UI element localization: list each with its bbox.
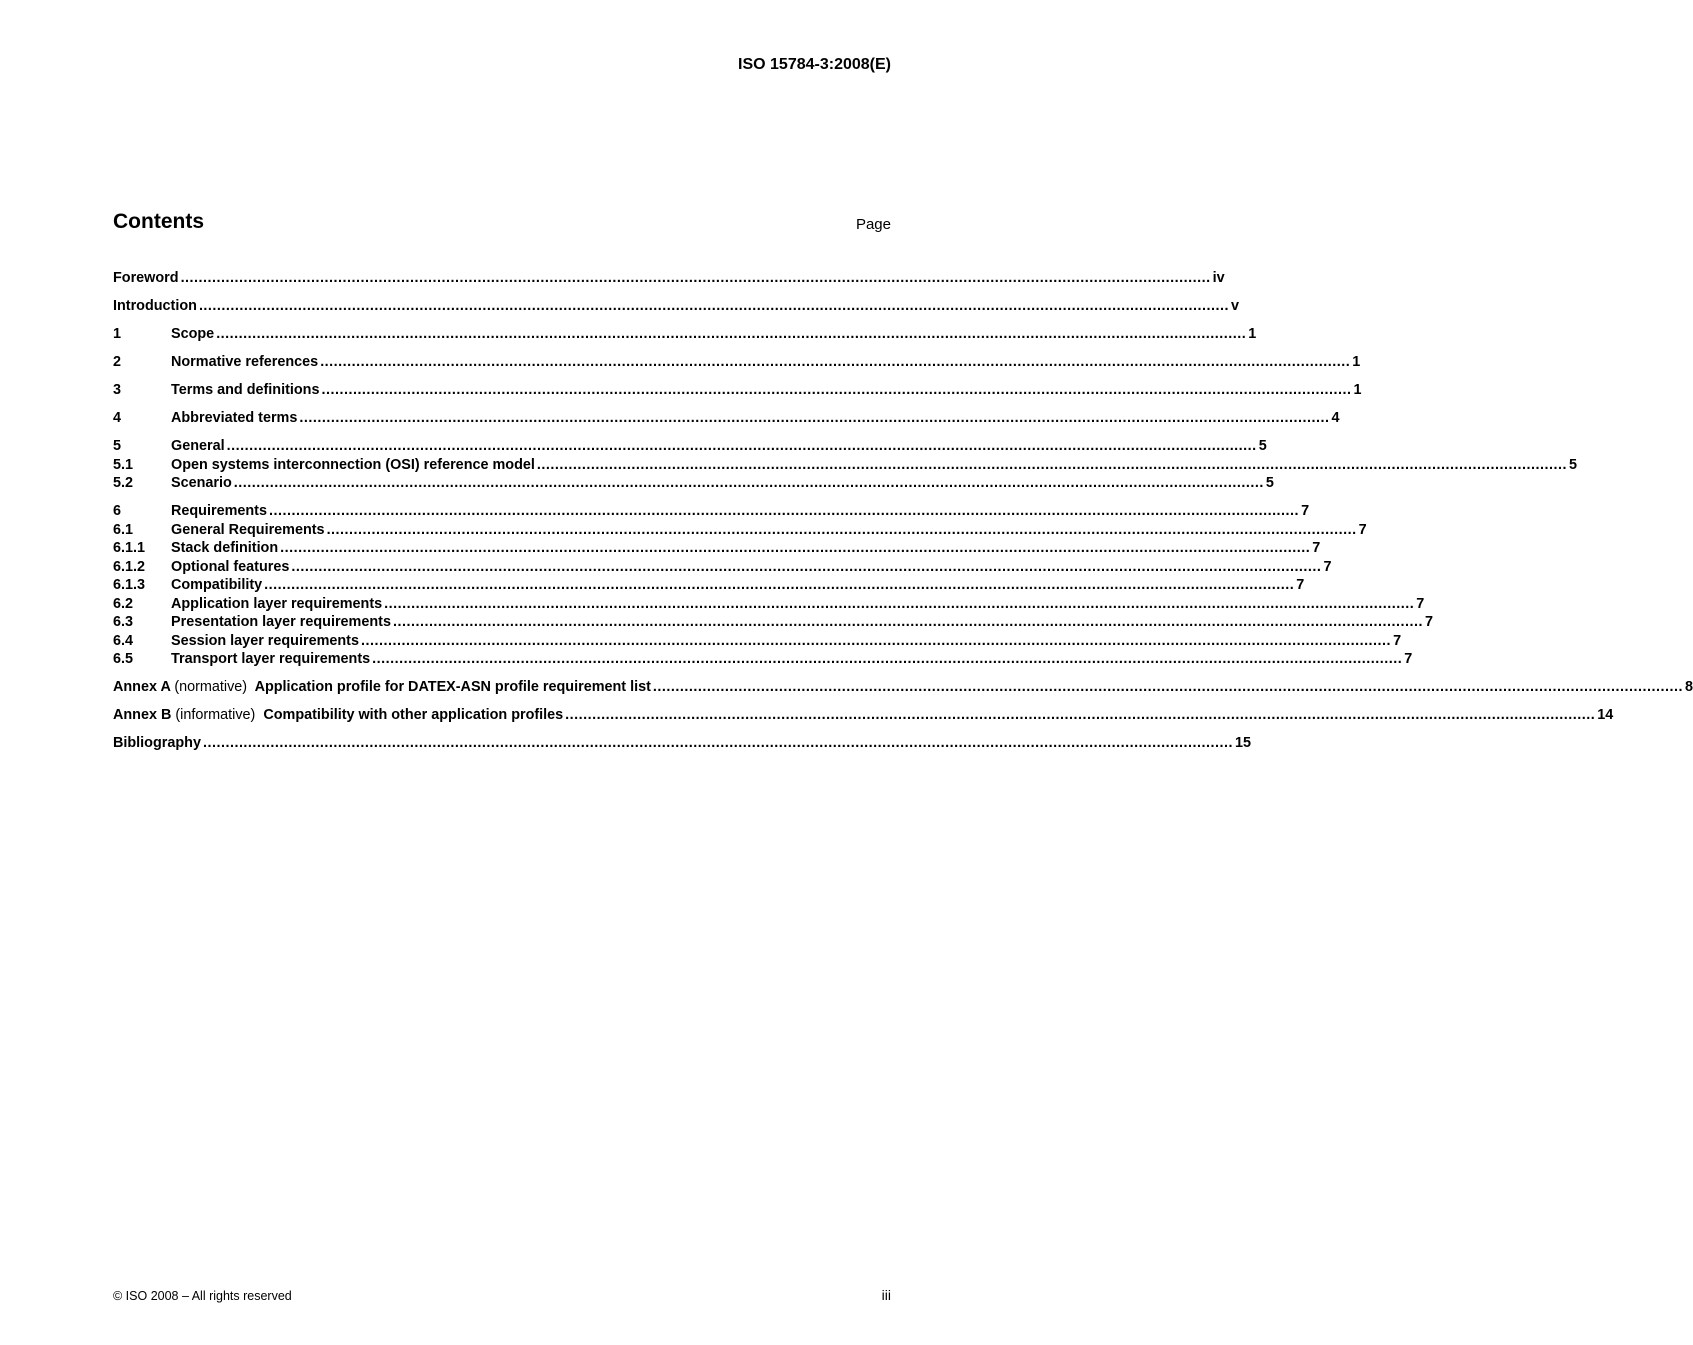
leader-dots: .....................................................................................................................................................................................................................................	[233, 475, 1264, 491]
toc-entry-number: 6.1.1	[113, 540, 146, 556]
toc-entry-page: 8	[1684, 679, 1693, 695]
toc-entry-page: 7	[1323, 558, 1332, 575]
leader-dots: .....................................................................................................................................................................................................................................	[202, 735, 1234, 751]
toc-entry-title: Bibliography	[113, 735, 201, 751]
leader-dots: .....................................................................................................................................................................................................................................	[180, 270, 1211, 286]
toc-entry-page: 7	[1296, 577, 1305, 593]
toc-entry[interactable]	[113, 632, 1402, 651]
toc-entry-title	[113, 706, 563, 725]
toc-entry-number: 4	[113, 410, 122, 426]
toc-entry-introduction[interactable]	[113, 297, 1240, 316]
toc-entry[interactable]	[113, 595, 1425, 614]
leader-dots: .....................................................................................................................................................................................................................................	[372, 651, 1403, 667]
footer-copyright: © ISO 2008 – All rights reserved	[113, 1289, 292, 1303]
leader-dots: .....................................................................................................................................................................................................................................	[392, 614, 1424, 630]
toc-entry-title: General	[171, 438, 225, 454]
toc-entry-title: Compatibility	[171, 577, 263, 593]
toc-entry-title: Open systems interconnection (OSI) reference model	[171, 456, 535, 473]
toc-entry[interactable]	[113, 558, 1332, 577]
annex-type: (normative)	[174, 679, 248, 695]
toc-entry-title: Application layer requirements	[171, 595, 383, 612]
toc-entry[interactable]	[113, 539, 1321, 558]
leader-dots: .....................................................................................................................................................................................................................................	[360, 632, 1392, 649]
annex-title: Compatibility with other application profiles	[263, 707, 564, 723]
toc-entry-annex-b[interactable]	[113, 706, 1614, 725]
toc-entry-title: Terms and definitions	[171, 382, 320, 398]
toc-entry-page: 7	[1393, 632, 1402, 649]
footer-page-number: iii	[881, 1287, 891, 1303]
toc-entry-title: Scenario	[171, 475, 232, 491]
toc-entry[interactable]	[113, 353, 1361, 372]
toc-entry-title: Stack definition	[171, 540, 279, 556]
toc-entry-title: Introduction	[113, 298, 197, 314]
toc-entry-page: 7	[1301, 503, 1310, 519]
leader-dots: .....................................................................................................................................................................................................................................	[565, 707, 1596, 723]
leader-dots: .....................................................................................................................................................................................................................................	[299, 410, 1330, 426]
toc-entry-number: 1	[113, 326, 122, 342]
leader-dots: .....................................................................................................................................................................................................................................	[280, 540, 1311, 556]
toc-entry-title: General Requirements	[171, 521, 325, 538]
toc-entry-number: 6.1.2	[113, 558, 146, 575]
document-id: ISO 15784-3:2008(E)	[738, 56, 891, 73]
leader-dots: .....................................................................................................................................................................................................................................	[652, 679, 1683, 695]
leader-dots: .....................................................................................................................................................................................................................................	[321, 382, 1352, 398]
toc-entry[interactable]	[113, 437, 1267, 456]
annex-label: Annex B	[113, 707, 172, 723]
toc-entry-number: 6	[113, 503, 122, 519]
toc-entry-number: 6.3	[113, 614, 134, 630]
toc-entry[interactable]	[113, 521, 1367, 540]
toc-entry-title: Presentation layer requirements	[171, 614, 391, 630]
toc-entry-page: 7	[1404, 651, 1413, 667]
toc-entry-page: 15	[1235, 735, 1252, 751]
toc-entry-number: 6.2	[113, 595, 134, 612]
toc-entry-page: 5	[1568, 456, 1577, 473]
annex-title: Application profile for DATEX-ASN profile requirement list	[254, 679, 651, 695]
toc-entry-page: 1	[1352, 354, 1361, 370]
toc-entry[interactable]	[113, 650, 1413, 669]
toc-entry[interactable]	[113, 409, 1340, 428]
toc-entry-foreword[interactable]	[113, 269, 1225, 288]
toc-entry[interactable]	[113, 502, 1310, 521]
toc-entry[interactable]	[113, 456, 1577, 475]
toc-entry-page: v	[1231, 298, 1240, 314]
toc-entry-title: Foreword	[113, 270, 179, 286]
toc-entry-title: Optional features	[171, 558, 290, 575]
leader-dots: .....................................................................................................................................................................................................................................	[320, 354, 1351, 370]
toc-entry[interactable]	[113, 325, 1257, 344]
toc-entry-page: 7	[1358, 521, 1367, 538]
toc-entry-title: Transport layer requirements	[171, 651, 371, 667]
toc-entry[interactable]	[113, 474, 1274, 493]
toc-entry[interactable]	[113, 613, 1434, 632]
toc-entry-page: 7	[1312, 540, 1321, 556]
annex-type: (informative)	[175, 707, 256, 723]
toc-entry-page: 7	[1425, 614, 1434, 630]
toc-entry-number: 5	[113, 438, 122, 454]
toc-entry-page: 14	[1597, 707, 1614, 723]
leader-dots: .....................................................................................................................................................................................................................................	[291, 558, 1322, 575]
leader-dots: .....................................................................................................................................................................................................................................	[264, 577, 1295, 593]
toc-entry-number: 2	[113, 354, 122, 370]
toc-entry-number: 5.1	[113, 456, 134, 473]
toc-entry[interactable]	[113, 576, 1305, 595]
toc-entry-number: 5.2	[113, 475, 134, 491]
toc-entry-bibliography[interactable]	[113, 734, 1252, 753]
toc-entry-number: 6.4	[113, 632, 134, 649]
toc-entry-page: 1	[1248, 326, 1257, 342]
toc-entry-page: iv	[1212, 270, 1225, 286]
leader-dots: .....................................................................................................................................................................................................................................	[384, 595, 1415, 612]
toc-entry[interactable]	[113, 381, 1362, 400]
toc-entry-title	[113, 678, 651, 697]
leader-dots: .....................................................................................................................................................................................................................................	[226, 438, 1257, 454]
leader-dots: .....................................................................................................................................................................................................................................	[536, 456, 1567, 473]
page-column-label: Page	[855, 216, 891, 233]
toc-entry-page: 4	[1331, 410, 1340, 426]
toc-entry-number: 6.1.3	[113, 577, 146, 593]
toc-entry-page: 1	[1353, 382, 1362, 398]
toc-entry-number: 6.5	[113, 651, 134, 667]
toc-entry-title: Abbreviated terms	[171, 410, 298, 426]
toc-entry-title: Session layer requirements	[171, 632, 359, 649]
leader-dots: .....................................................................................................................................................................................................................................	[268, 503, 1300, 519]
toc-entry-title: Requirements	[171, 503, 267, 519]
toc-entry-annex-a[interactable]	[113, 678, 1693, 697]
annex-label: Annex A	[113, 679, 171, 695]
leader-dots: .....................................................................................................................................................................................................................................	[216, 326, 1247, 342]
leader-dots: .....................................................................................................................................................................................................................................	[198, 298, 1230, 314]
contents-title: Contents	[113, 210, 204, 233]
toc-entry-page: 7	[1416, 595, 1425, 612]
toc-entry-title: Scope	[171, 326, 215, 342]
leader-dots: .....................................................................................................................................................................................................................................	[326, 521, 1357, 538]
toc-entry-number: 3	[113, 382, 122, 398]
toc-entry-title: Normative references	[171, 354, 319, 370]
table-of-contents	[113, 269, 1693, 753]
toc-entry-page: 5	[1258, 438, 1267, 454]
toc-entry-page: 5	[1265, 475, 1274, 491]
toc-entry-number: 6.1	[113, 521, 134, 538]
